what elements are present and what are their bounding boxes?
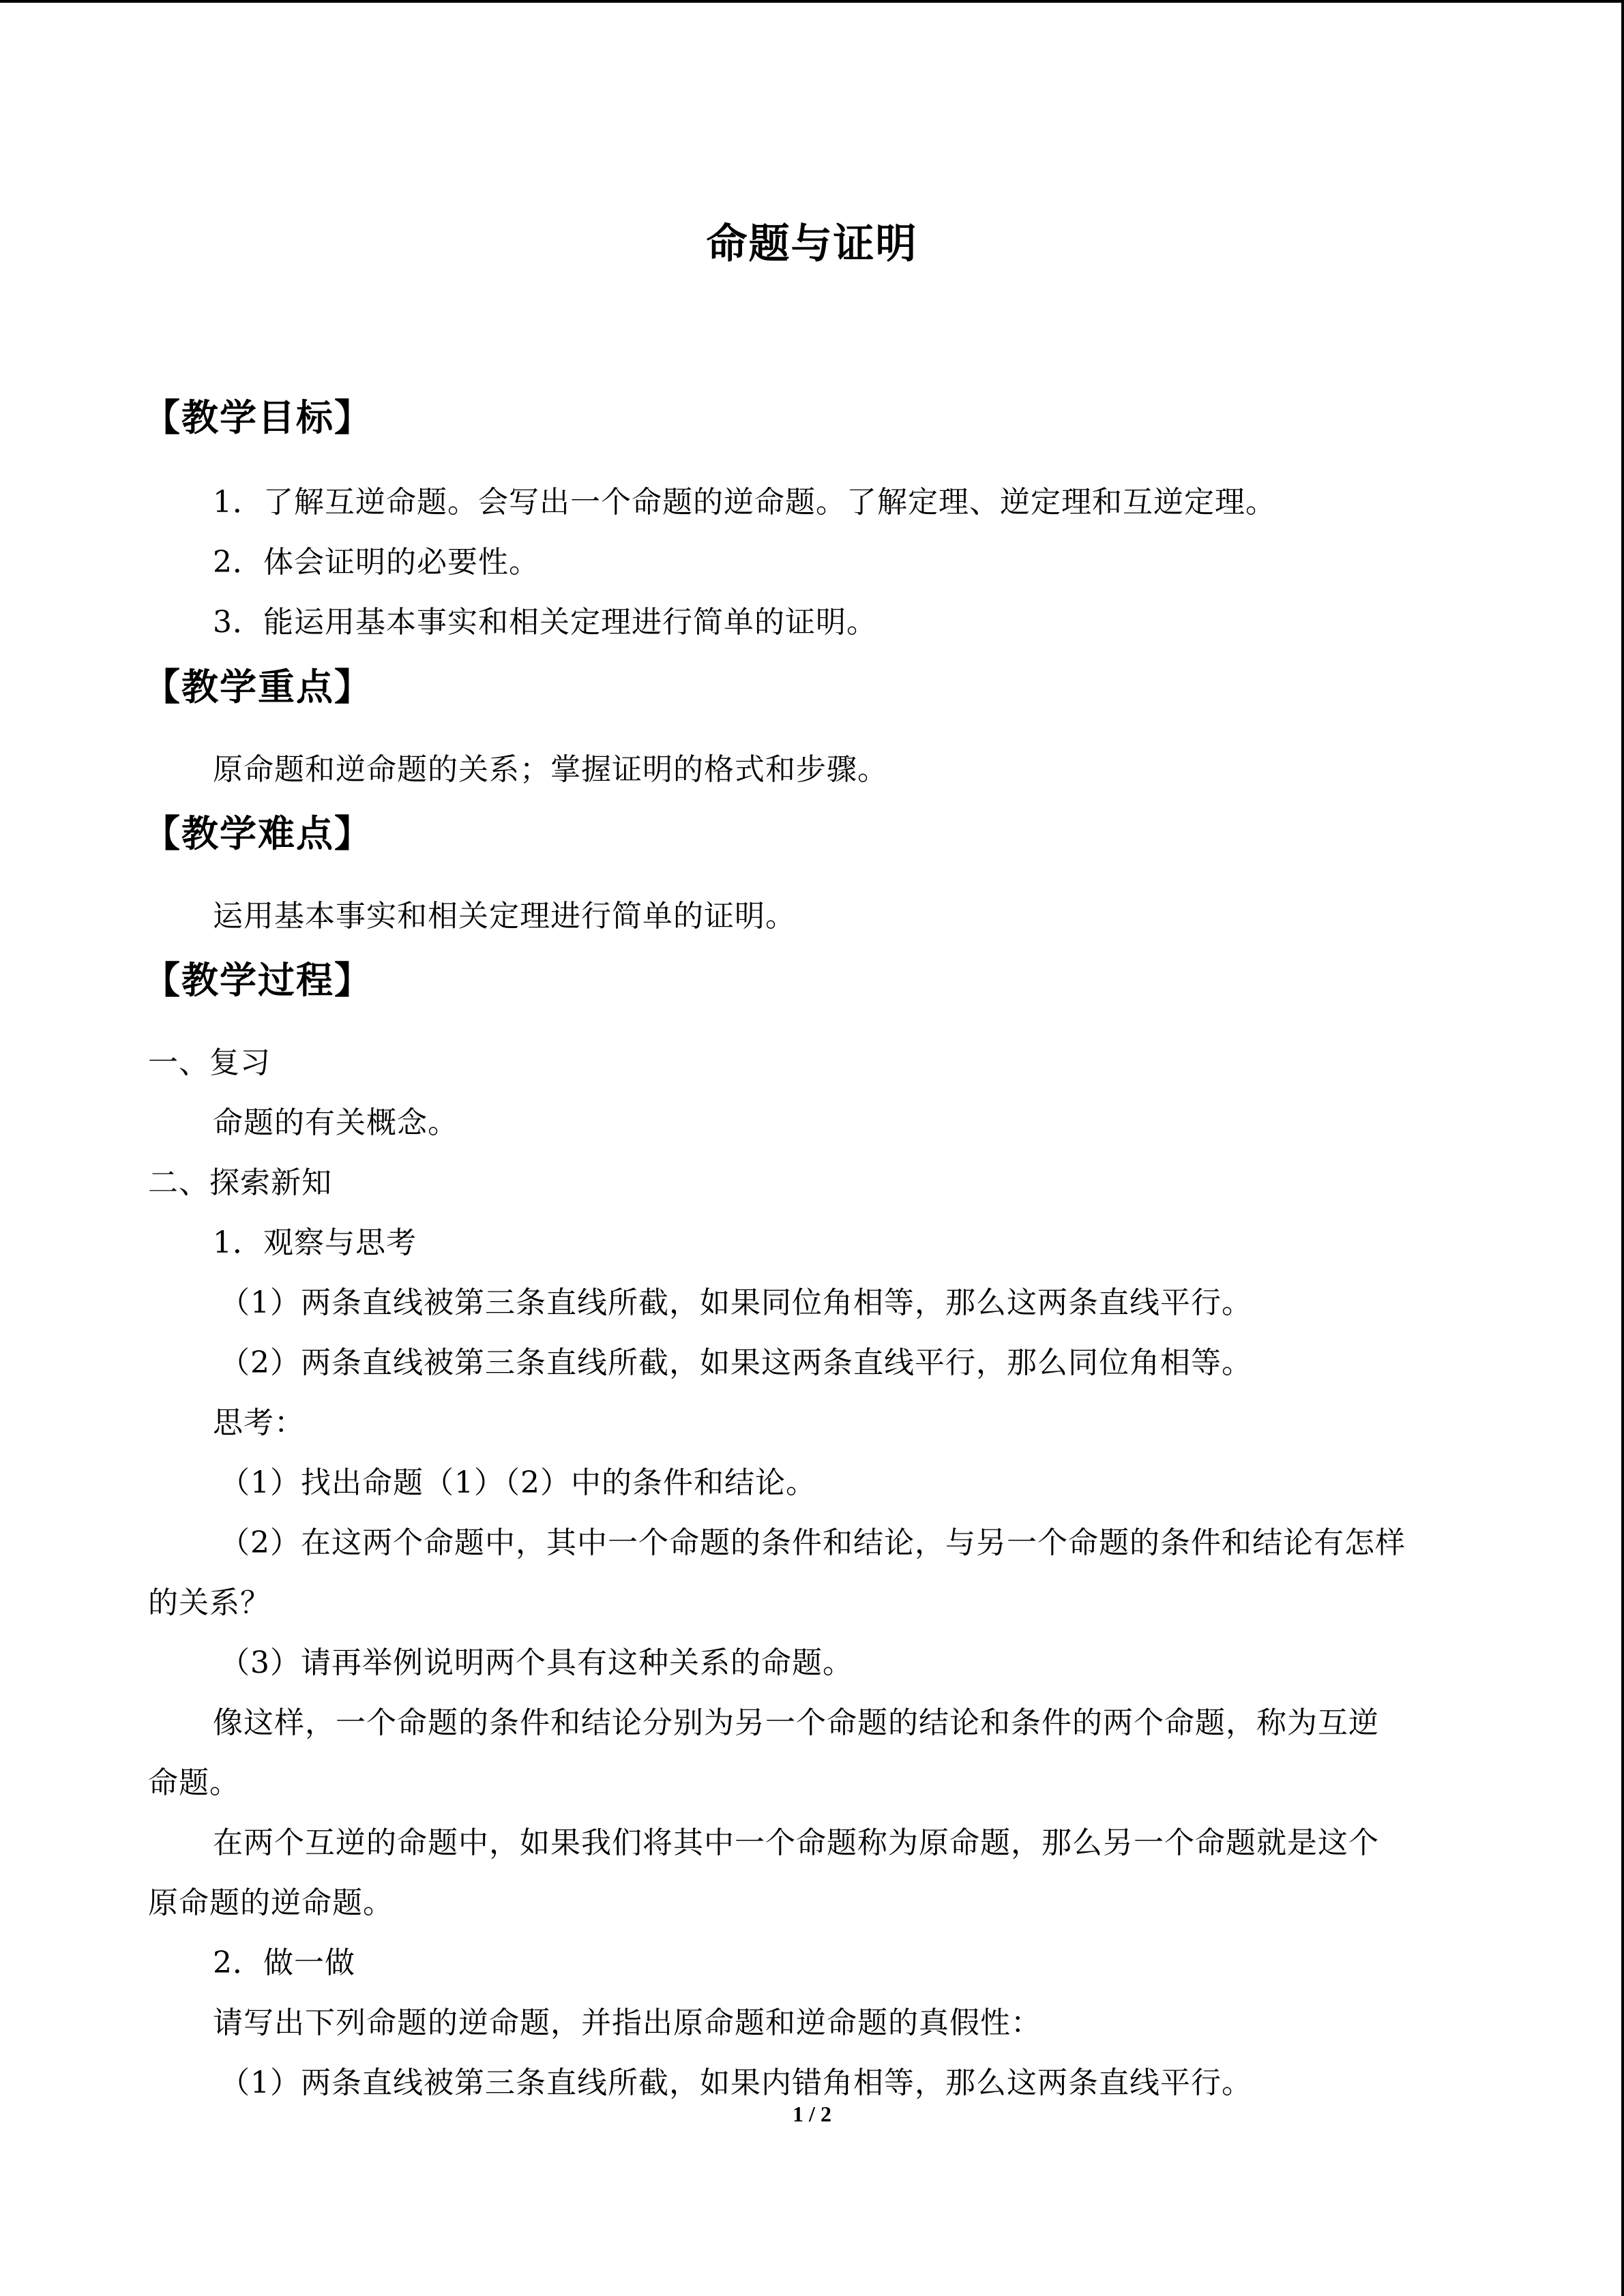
key-points-heading: 【教学重点】	[143, 666, 372, 709]
think-question-2-line-2: 的关系？	[148, 1585, 271, 1620]
page-top-border	[0, 0, 1624, 3]
page-number: 1 / 2	[793, 2102, 831, 2126]
objective-item-1: 1．了解互逆命题。会写出一个命题的逆命题。了解定理、逆定理和互逆定理。	[213, 485, 1276, 520]
process-heading: 【教学过程】	[143, 959, 372, 1002]
think-question-1: （1）找出命题（1）（2）中的条件和结论。	[220, 1465, 816, 1500]
do-instruction: 请写出下列命题的逆命题，并指出原命题和逆命题的真假性：	[213, 2006, 1042, 2040]
page-right-border	[1621, 0, 1624, 2296]
think-question-3: （3）请再举例说明两个具有这种关系的命题。	[220, 1645, 853, 1680]
statement-2: （2）两条直线被第三条直线所截，如果这两条直线平行，那么同位角相等。	[220, 1345, 1252, 1380]
explore-title: 二、探索新知	[148, 1165, 332, 1200]
review-title: 一、复习	[148, 1045, 271, 1080]
definition-1-line-2: 命题。	[148, 1765, 240, 1800]
objective-item-3: 3．能运用基本事实和相关定理进行简单的证明。	[213, 605, 877, 640]
objective-item-2: 2．体会证明的必要性。	[213, 545, 540, 580]
key-points-text: 原命题和逆命题的关系；掌握证明的格式和步骤。	[213, 752, 888, 787]
think-label: 思考：	[213, 1405, 305, 1440]
do-item-1: （1）两条直线被第三条直线所截，如果内错角相等，那么这两条直线平行。	[220, 2066, 1252, 2100]
difficulties-heading: 【教学难点】	[143, 812, 372, 855]
page-title: 命题与证明	[706, 220, 918, 268]
difficulties-text: 运用基本事实和相关定理进行简单的证明。	[213, 899, 796, 934]
objectives-heading: 【教学目标】	[143, 396, 372, 439]
do-title: 2．做一做	[213, 1945, 355, 1980]
observe-title: 1．观察与思考	[213, 1225, 417, 1260]
definition-1-line-1: 像这样，一个命题的条件和结论分别为另一个命题的结论和条件的两个命题，称为互逆	[213, 1705, 1379, 1740]
definition-2-line-2: 原命题的逆命题。	[148, 1885, 394, 1920]
think-question-2-line-1: （2）在这两个命题中，其中一个命题的条件和结论，与另一个命题的条件和结论有怎样	[220, 1525, 1406, 1560]
definition-2-line-1: 在两个互逆的命题中，如果我们将其中一个命题称为原命题，那么另一个命题就是这个	[213, 1825, 1379, 1860]
statement-1: （1）两条直线被第三条直线所截，如果同位角相等，那么这两条直线平行。	[220, 1285, 1252, 1320]
review-text: 命题的有关概念。	[213, 1105, 458, 1140]
